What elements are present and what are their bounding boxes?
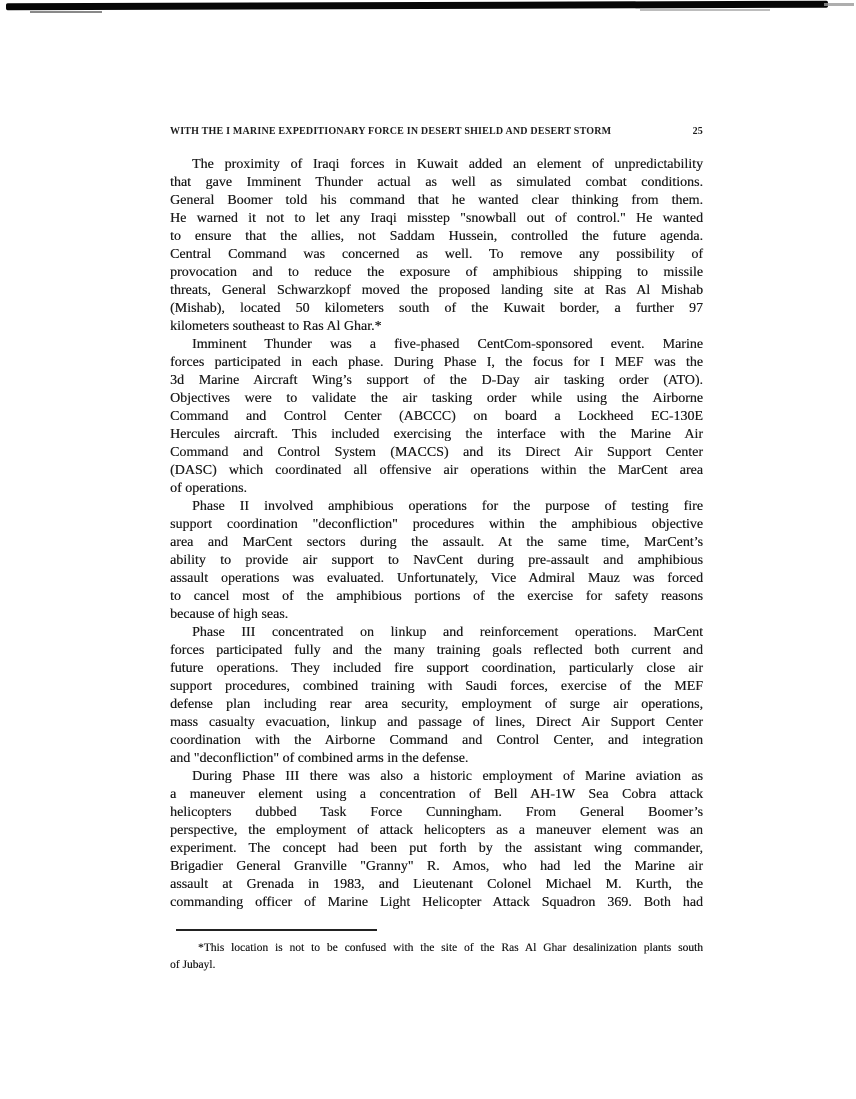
running-header <box>170 126 703 137</box>
footnote-separator <box>176 929 377 931</box>
text-line: assault at Grenada in 1983, and Lieutenant Colonel Michael M. Kurth, the <box>170 877 703 892</box>
paragraph-4 <box>170 624 703 768</box>
text-line: support procedures, combined training with Saudi forces, exercise of the MEF <box>170 679 703 694</box>
text-line: He warned it not to let any Iraqi misstep "snowball out of control." He wanted <box>170 211 703 226</box>
paragraph-1 <box>170 156 703 336</box>
text-line: (DASC) which coordinated all offensive air operations within the MarCent area <box>170 463 703 478</box>
text-line: Phase III concentrated on linkup and reinforcement operations. MarCent <box>192 625 703 640</box>
paragraph-3 <box>170 498 703 624</box>
scan-artifact-smudge <box>824 3 854 6</box>
text-line: because of high seas. <box>170 607 289 622</box>
text-line: that gave Imminent Thunder actual as well as simulated combat conditions. <box>170 175 703 190</box>
text-line: to ensure that the allies, not Saddam Hussein, controlled the future agenda. <box>170 229 703 244</box>
body-text <box>170 156 703 912</box>
text-line: Imminent Thunder was a five-phased CentCom-sponsored event. Marine <box>192 337 703 352</box>
footnote <box>170 940 703 974</box>
text-line: (Mishab), located 50 kilometers south of the Kuwait border, a further 97 <box>170 301 703 316</box>
text-line: provocation and to reduce the exposure of amphibious shipping to missile <box>170 265 703 280</box>
text-line: Hercules aircraft. This included exercising the interface with the Marine Air <box>170 427 703 442</box>
text-line: Objectives were to validate the air tasking order while using the Airborne <box>170 391 703 406</box>
text-line: support coordination "deconfliction" procedures within the amphibious objective <box>170 517 703 532</box>
text-line: a maneuver element using a concentration of Bell AH-1W Sea Cobra attack <box>170 787 703 802</box>
text-line: of operations. <box>170 481 247 496</box>
text-line: defense plan including rear area security, employment of surge air operations, <box>170 697 703 712</box>
text-line: threats, General Schwarzkopf moved the proposed landing site at Ras Al Mishab <box>170 283 703 298</box>
text-line: forces participated in each phase. During Phase I, the focus for I MEF was the <box>170 355 703 370</box>
text-line: Central Command was concerned as well. To remove any possibility of <box>170 247 703 262</box>
text-line: helicopters dubbed Task Force Cunningham. From General Boomer’s <box>170 805 703 820</box>
text-line: Command and Control System (MACCS) and its Direct Air Support Center <box>170 445 703 460</box>
text-line: to cancel most of the amphibious portions of the exercise for safety reasons <box>170 589 703 604</box>
text-line: commanding officer of Marine Light Helicopter Attack Squadron 369. Both had <box>170 895 703 910</box>
text-line: mass casualty evacuation, linkup and passage of lines, Direct Air Support Center <box>170 715 703 730</box>
text-line: area and MarCent sectors during the assault. At the same time, MarCent’s <box>170 535 703 550</box>
text-line: *This location is not to be confused with the site of the Ras Al Ghar desalinization plants south <box>198 942 703 954</box>
paragraph-2 <box>170 336 703 498</box>
page-number: 25 <box>692 126 703 137</box>
text-line: Command and Control Center (ABCCC) on board a Lockheed EC-130E <box>170 409 703 424</box>
text-line: Phase II involved amphibious operations for the purpose of testing fire <box>192 499 703 514</box>
text-line: General Boomer told his command that he wanted clear thinking from them. <box>170 193 703 208</box>
scan-artifact-smudge <box>640 9 770 11</box>
text-line: assault operations was evaluated. Unfortunately, Vice Admiral Mauz was forced <box>170 571 703 586</box>
text-line: forces participated fully and the many training goals reflected both current and <box>170 643 703 658</box>
text-line: kilometers southeast to Ras Al Ghar.* <box>170 319 382 334</box>
text-line: and "deconfliction" of combined arms in the defense. <box>170 751 469 766</box>
text-line: experiment. The concept had been put forth by the assistant wing commander, <box>170 841 703 856</box>
header-title: WITH THE I MARINE EXPEDITIONARY FORCE IN DESERT SHIELD AND DESERT STORM <box>170 126 612 137</box>
text-line: 3d Marine Aircraft Wing’s support of the D-Day air tasking order (ATO). <box>170 373 703 388</box>
text-line: of Jubayl. <box>170 959 216 971</box>
scan-artifact-smudge <box>30 11 102 13</box>
text-line: During Phase III there was also a historic employment of Marine aviation as <box>192 769 703 784</box>
text-line: future operations. They included fire support coordination, particularly close air <box>170 661 703 676</box>
text-line: perspective, the employment of attack helicopters as a maneuver element was an <box>170 823 703 838</box>
text-line: coordination with the Airborne Command and Control Center, and integration <box>170 733 703 748</box>
text-line: The proximity of Iraqi forces in Kuwait added an element of unpredictability <box>192 157 703 172</box>
text-line: Brigadier General Granville "Granny" R. Amos, who had led the Marine air <box>170 859 703 874</box>
text-line: ability to provide air support to NavCent during pre-assault and amphibious <box>170 553 703 568</box>
paragraph-5 <box>170 768 703 912</box>
